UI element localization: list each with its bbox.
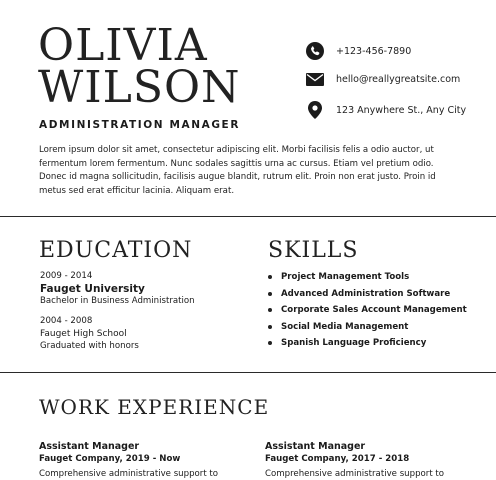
bullet-icon bbox=[268, 275, 272, 279]
envelope-icon bbox=[305, 69, 325, 89]
skill-label: Spanish Language Proficiency bbox=[281, 338, 427, 348]
first-name: OLIVIA bbox=[38, 20, 208, 71]
skill-item bbox=[268, 269, 467, 286]
work-company: Fauget Company, 2017 - 2018 bbox=[265, 454, 410, 464]
bullet-icon bbox=[268, 308, 272, 312]
education-item bbox=[40, 270, 195, 307]
bullet-icon bbox=[268, 341, 272, 345]
education-years: 2004 - 2008 bbox=[40, 316, 93, 326]
work-item bbox=[265, 440, 444, 480]
education-heading: EDUCATION bbox=[39, 238, 193, 263]
skill-item bbox=[268, 286, 467, 303]
education-school: Fauget High School bbox=[40, 329, 127, 339]
work-description: Comprehensive administrative support to bbox=[39, 469, 219, 479]
phone-text: +123-456-7890 bbox=[336, 45, 412, 57]
summary-paragraph: Lorem ipsum dolor sit amet, consectetur adipiscing elit. Morbi facilisis felis a odio auctor, ut fermentum lorem fermentum. Nunc sodales sagittis urna ac cursus. Etiam vel pretium odio. Donec id magna sollicitudin, facilisis augue blandit, rutrum elit. Proin non erat justo. Proin id metus sed erat efficitur lacinia. Aliquam erat. bbox=[39, 145, 436, 196]
work-title: Assistant Manager bbox=[265, 441, 366, 452]
work-experience-heading: WORK EXPERIENCE bbox=[39, 395, 270, 419]
address-text: 123 Anywhere St., Any City bbox=[336, 104, 467, 116]
phone-icon bbox=[305, 41, 325, 61]
email-text: hello@reallygreatsite.com bbox=[336, 73, 461, 85]
work-item bbox=[39, 440, 218, 480]
work-company: Fauget Company, 2019 - Now bbox=[39, 454, 181, 464]
job-role: ADMINISTRATION MANAGER bbox=[39, 119, 241, 131]
skill-label: Advanced Administration Software bbox=[281, 288, 451, 299]
skill-label: Social Media Management bbox=[281, 321, 409, 332]
contact-phone bbox=[305, 41, 411, 61]
work-description: Comprehensive administrative support to bbox=[265, 469, 445, 479]
education-degree: Graduated with honors bbox=[40, 341, 139, 351]
education-school: Fauget University bbox=[40, 283, 145, 295]
bullet-icon bbox=[268, 325, 272, 329]
education-degree: Bachelor in Business Administration bbox=[40, 296, 195, 306]
contact-address bbox=[305, 100, 466, 120]
education-item bbox=[40, 315, 139, 352]
skill-label: Project Management Tools bbox=[281, 272, 410, 282]
contact-email bbox=[305, 69, 460, 89]
work-title: Assistant Manager bbox=[39, 441, 140, 452]
skill-item bbox=[268, 319, 467, 336]
skill-label: Corporate Sales Account Management bbox=[281, 305, 467, 315]
divider bbox=[0, 216, 496, 217]
skills-list bbox=[268, 269, 467, 352]
divider bbox=[0, 372, 496, 373]
bullet-icon bbox=[268, 292, 272, 296]
skill-item bbox=[268, 335, 467, 352]
skills-heading: SKILLS bbox=[268, 238, 359, 263]
location-pin-icon bbox=[305, 100, 325, 120]
last-name: WILSON bbox=[38, 62, 241, 113]
skill-item bbox=[268, 302, 467, 319]
education-years: 2009 - 2014 bbox=[40, 271, 93, 281]
